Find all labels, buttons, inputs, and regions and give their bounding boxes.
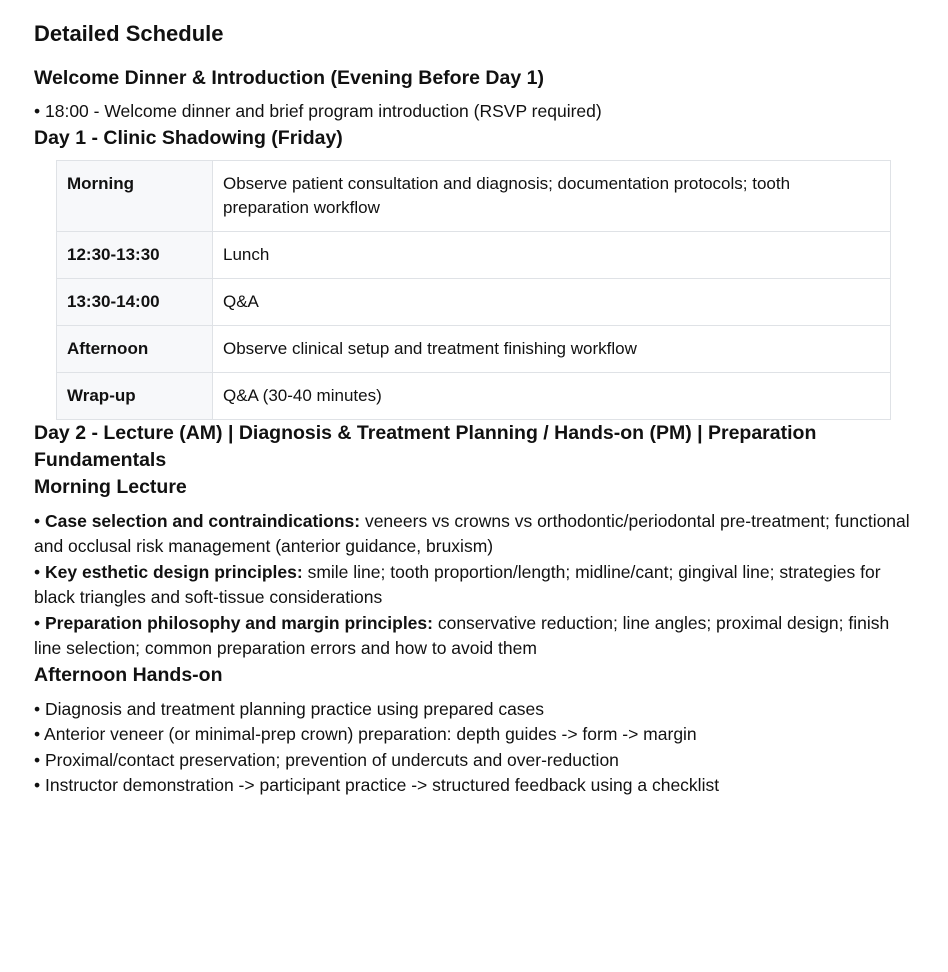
row-text: Q&A	[213, 278, 891, 325]
row-label: 13:30-14:00	[57, 278, 213, 325]
row-label: 12:30-13:30	[57, 231, 213, 278]
item-title: Key esthetic design principles:	[45, 561, 303, 582]
day1-section	[34, 125, 914, 420]
welcome-section	[34, 65, 914, 125]
row-label: Wrap-up	[57, 372, 213, 419]
list-item: • Anterior veneer (or minimal-prep crown) preparation: depth guides -> form -> margin	[34, 724, 697, 744]
day2-section	[34, 420, 914, 799]
item-text: smile line; tooth proportion/length; midline/cant; gingival line; strategies for black triangles and soft-tissue considerations	[34, 561, 881, 607]
row-label: Morning	[57, 160, 213, 231]
list-item	[34, 611, 914, 662]
morning-lecture-list	[34, 509, 914, 662]
table-row	[57, 372, 891, 419]
welcome-heading: Welcome Dinner & Introduction (Evening Before Day 1)	[34, 67, 544, 89]
morning-lecture-heading: Morning Lecture	[34, 475, 187, 498]
bullet: •	[34, 612, 45, 633]
table-row	[57, 160, 891, 231]
row-text: Observe clinical setup and treatment finishing workflow	[213, 325, 891, 372]
row-text: Lunch	[213, 231, 891, 278]
day1-heading: Day 1 - Clinic Shadowing (Friday)	[34, 126, 343, 149]
list-item: • 18:00 - Welcome dinner and brief program introduction (RSVP required)	[34, 101, 602, 121]
row-text: Q&A (30-40 minutes)	[213, 372, 891, 419]
item-text: veneers vs crowns vs orthodontic/periodontal pre-treatment; functional and occlusal risk management (anterior guidance, bruxism)	[34, 510, 910, 556]
item-text: conservative reduction; line angles; proximal design; finish line selection; common preparation errors and how to avoid them	[34, 612, 890, 658]
list-item: • Diagnosis and treatment planning practice using prepared cases	[34, 698, 545, 719]
table-row	[57, 278, 891, 325]
item-title: Preparation philosophy and margin principles:	[45, 612, 433, 633]
list-item: • Proximal/contact preservation; prevention of undercuts and over-reduction	[34, 749, 619, 770]
afternoon-handson-list	[34, 697, 914, 799]
list-item: • Instructor demonstration -> participant practice -> structured feedback using a checklist	[34, 775, 720, 795]
day2-heading: Day 2 - Lecture (AM) | Diagnosis & Treatment Planning / Hands-on (PM) | Preparation Fundamentals	[34, 421, 817, 471]
list-item	[34, 560, 914, 611]
table-row	[57, 325, 891, 372]
item-title: Case selection and contraindications:	[45, 510, 361, 531]
row-label: Afternoon	[57, 325, 213, 372]
row-text: Observe patient consultation and diagnosis; documentation protocols; tooth preparation workflow	[213, 160, 891, 231]
bullet: •	[34, 561, 45, 582]
bullet: •	[34, 510, 45, 531]
day1-schedule-table	[56, 160, 891, 420]
page-title: Detailed Schedule	[34, 21, 224, 46]
welcome-list	[34, 99, 914, 125]
afternoon-handson-heading: Afternoon Hands-on	[34, 663, 223, 686]
list-item	[34, 509, 914, 560]
table-row	[57, 231, 891, 278]
